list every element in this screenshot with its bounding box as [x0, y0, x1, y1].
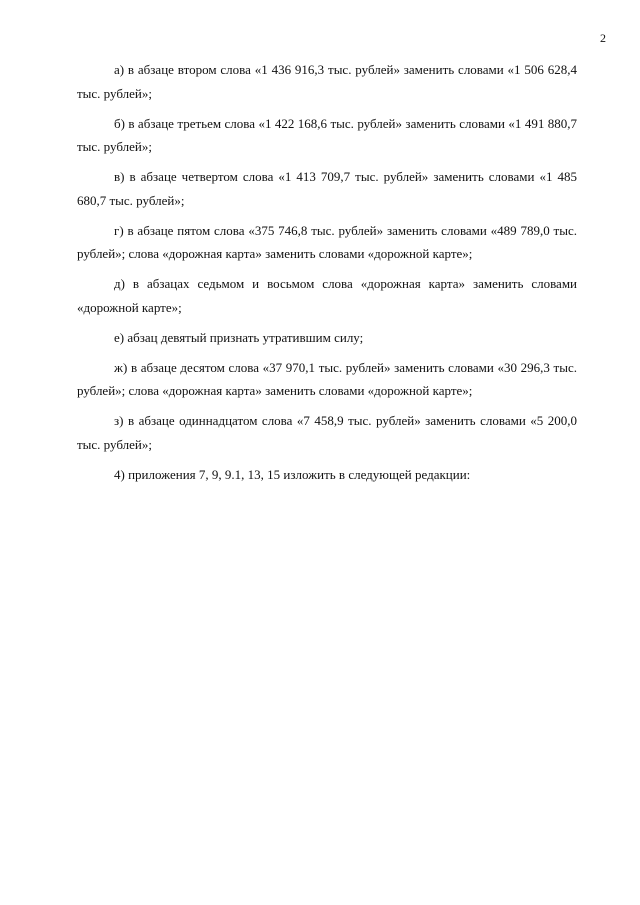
document-body: [77, 58, 577, 493]
paragraph-v: в) в абзаце четвертом слова «1 413 709,7 тыс. рублей» заменить словами «1 485 680,7 тыс. рублей»;: [77, 169, 577, 208]
paragraph-z: з) в абзаце одиннадцатом слова «7 458,9 тыс. рублей» заменить словами «5 200,0 тыс. рублей»;: [77, 413, 577, 452]
paragraph-e: е) абзац девятый признать утратившим силу;: [114, 329, 364, 345]
paragraph-a: а) в абзаце втором слова «1 436 916,3 тыс. рублей» заменить словами «1 506 628,4 тыс. рублей»;: [77, 62, 577, 101]
paragraph-g: г) в абзаце пятом слова «375 746,8 тыс. рублей» заменить словами «489 789,0 тыс. рублей»; слова «дорожная карта» заменить словами «дорожной карте»;: [77, 222, 577, 261]
paragraph-d: д) в абзацах седьмом и восьмом слова «дорожная карта» заменить словами «дорожной карте»;: [77, 276, 577, 315]
paragraph-b: б) в абзаце третьем слова «1 422 168,6 тыс. рублей» заменить словами «1 491 880,7 тыс. рублей»;: [77, 115, 577, 154]
paragraph-4: 4) приложения 7, 9, 9.1, 13, 15 изложить в следующей редакции:: [114, 466, 471, 482]
page-number: 2: [600, 31, 606, 45]
paragraph-zh: ж) в абзаце десятом слова «37 970,1 тыс. рублей» заменить словами «30 296,3 тыс. рублей»; слова «дорожная карта» заменить словами «дорожной карте»;: [77, 359, 577, 398]
